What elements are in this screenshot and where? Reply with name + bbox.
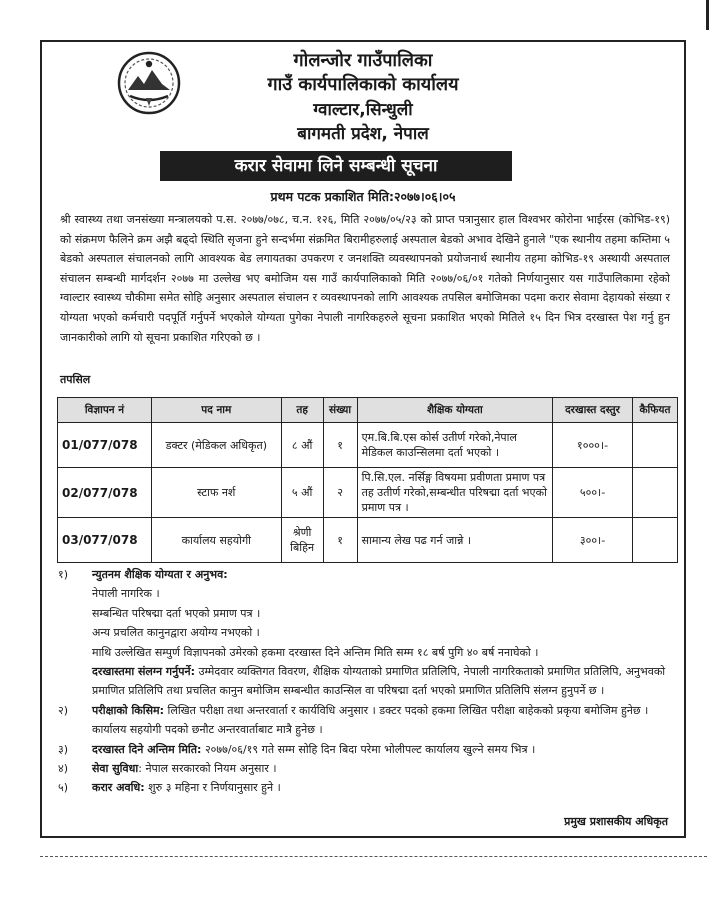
intro-paragraph: श्री स्वास्थ्य तथा जनसंख्या मन्त्रालयको प.स. २०७७/०७८, च.न. १२६, मिति २०७७/०५/२३ को प्राप्त पत्रानुसार हाल विश्वभर कोरोना भाईरस (कोभिड-१९) को संक्रमण फैलिने क्रम अझै बढ्दो स्थिति सृजना हुने सन्दर्भमा संक्रमित बिरामीहरुलाई अस्पताल बेडको अभाव देखिने हुनाले "एक स्थानीय तहमा कम्तिमा ५ बेडको अस्पताल संचालनको लागि आवश्यक बेड लगायतका उपकरण र जनशक्ति व्यवस्थापनको प्रयोजनार्थ स्थानीय तहमा कोभिड-१९ अस्थायी अस्पताल संचालन सम्बन्धी मार्गदर्शन २०७७ मा उल्लेख भए बमोजिम यस गाउँ कार्यपालिकाको मिति २०७७/०६/०१ गतेको निर्णयानुसार यस गाउँपालिकामा रहेको ग्वाल्टार स्वास्थ्य चौकीमा समेत सोहि अनुसार अस्पताल संचालन र व्यवस्थापनको लागि आवश्यक तपसिल बमोजिमका पदमा करार सेवामा देहायको संख्या र योग्यता भएको कर्मचारी पदपूर्ति गर्नुपर्ने भएकोले योग्यता पुगेका नेपाली नागरिकहरुले सूचना प्रकाशित भएको मितिले १५ दिन भित्र दरखास्त पेश गर्नु हुन जानकारीको लागि यो सूचना प्रकाशित गरिएको छ । [60,213,670,344]
office-name-line2: गाउँ कार्यपालिकाको कार्यालय [267,74,459,95]
col-header-fee: दरखास्त दस्तुर [553,398,633,423]
province-line: बागमती प्रदेश, नेपाल [297,124,429,144]
fee-cell: ३००।- [553,518,633,563]
note-3-label: दरखास्त दिने अन्तिम मिति: [92,742,202,756]
tapsil-label: तपसिल [60,373,91,386]
note-1-line: अन्य प्रचलित कानुनद्वारा अयोग्य नभएको । [92,626,260,640]
note-number: २) [58,703,69,717]
note-3 [58,740,672,759]
table-row [58,468,678,518]
publication-date: प्रथम पटक प्रकाशित मिति:२०७७।०६।०५ [270,189,456,204]
table-row [58,423,678,468]
note-number: ३) [58,742,69,756]
note-number: ५) [58,781,69,795]
office-address-line: ग्वाल्टार,सिन्धुली [313,100,413,120]
fee-cell: ५००।- [553,468,633,518]
notice-frame [40,40,686,838]
level-cell: ८ औं [281,423,323,468]
vacancy-table [57,397,678,563]
ad-no-cell: 02/077/078 [58,468,152,518]
post-cell: स्टाफ नर्श [151,468,281,518]
ad-no-cell: 01/077/078 [58,423,152,468]
note-4 [58,759,672,778]
signatory-title: प्रमुख प्रशासकीय अधिकृत [564,815,668,828]
note-1 [58,565,672,584]
notice-title-banner: करार सेवामा लिने सम्बन्धी सूचना [160,151,512,181]
ad-no-cell: 03/077/078 [58,518,152,563]
age-requirement: माथि उल्लेखित सम्पुर्ण विज्ञापनको उमेरको हकमा दरखास्त दिने अन्तिम मिति सम्म १८ बर्ष पुगि ४० बर्ष ननाघेको । [92,645,539,659]
remarks-cell [632,468,677,518]
note-5 [58,778,672,797]
table-header-row [58,398,678,423]
remarks-cell [632,518,677,563]
bottom-dashed-divider [40,856,707,857]
note-2-label: परीक्षाको किसिम: [92,703,165,717]
note-5-text: शुरु ३ महिना र निर्णयानुसार हुने । [148,781,281,795]
level-cell: ५ औं [281,468,323,518]
note-2-text: लिखित परीक्षा तथा अन्तरवार्ता र कार्यविधि अनुसार । डक्टर पदको हकमा लिखित परीक्षा बाहेकको प्रकृया बमोजिम हुनेछ । कार्यालय सहयोगी पदको छनौट अन्तरवार्ताबाट मात्रै हुनेछ । [92,703,649,737]
qualification-cell: सामान्य लेख पढ गर्न जान्ने । [357,518,553,563]
level-cell: श्रेणी बिहिन [281,518,323,563]
col-header-post: पद नाम [151,398,281,423]
note-number: १) [58,568,69,581]
note-number: ४) [58,762,69,776]
note-1-line: सम्बन्धित परिषद्मा दर्ता भएको प्रमाण पत्र । [92,606,261,620]
post-cell: कार्यालय सहयोगी [151,518,281,563]
count-cell: २ [323,468,357,518]
note-4-label: सेवा सुविधा [92,762,139,776]
note-1-line: नेपाली नागरिक । [92,587,160,601]
count-cell: १ [323,423,357,468]
page-edge-line [706,0,709,30]
note-3-text: २०७७/०६/१९ गते सम्म सोहि दिन बिदा परेमा भोलीपल्ट कार्यालय खुल्ने समय भित्र । [204,742,536,756]
note-5-label: करार अवधि: [92,781,145,795]
qualification-cell: एम.बि.बि.एस कोर्स उतीर्ण गरेको,नेपाल मेडिकल काउन्सिलमा दर्ता भएको । [357,423,553,468]
col-header-count: संख्या [323,398,357,423]
notes-section [58,565,672,798]
post-cell: डक्टर (मेडिकल अधिकृत) [151,423,281,468]
table-row [58,518,678,563]
count-cell: १ [323,518,357,563]
note-2 [58,701,672,740]
office-name-line1: गोलन्जोर गाउँपालिका [293,50,433,71]
col-header-remarks: कैफियत [632,398,677,423]
col-header-level: तह [281,398,323,423]
qualification-cell: पि.सि.एल. नर्सिङ्ग विषयमा प्रवीणता प्रमाण पत्र तह उतीर्ण गरेको,सम्बन्धीत परिषद्मा दर्ता भएको प्रमाण पत्र । [357,468,553,518]
note-4-text: : नेपाल सरकारको नियम अनुसार । [138,762,277,776]
remarks-cell [632,423,677,468]
required-documents-label: दरखास्तमा संलग्न गर्नुपर्ने: [92,665,195,679]
col-header-qualification: शैक्षिक योग्यता [357,398,553,423]
col-header-ad-no: विज्ञापन नं [58,398,152,423]
required-documents [58,662,672,701]
fee-cell: १०००।- [553,423,633,468]
required-documents-text: उम्मेदवार व्यक्तिगत विवरण, शैक्षिक योग्यताको प्रमाणित प्रतिलिपि, नेपाली नागरिकताको प्रमाणित प्रतिलिपि, अनुभवको प्रमाणित प्रतिलिपि तथा प्रचलित कानुन बमोजिम सम्बन्धीत काउन्सिल वा परिषद्मा दर्ता भएको प्रमाणित प्रतिलिपि संलग्न हुनुपर्ने छ । [92,665,666,698]
note-1-title: न्युतनम शैक्षिक योग्यता र अनुभव: [92,568,228,581]
